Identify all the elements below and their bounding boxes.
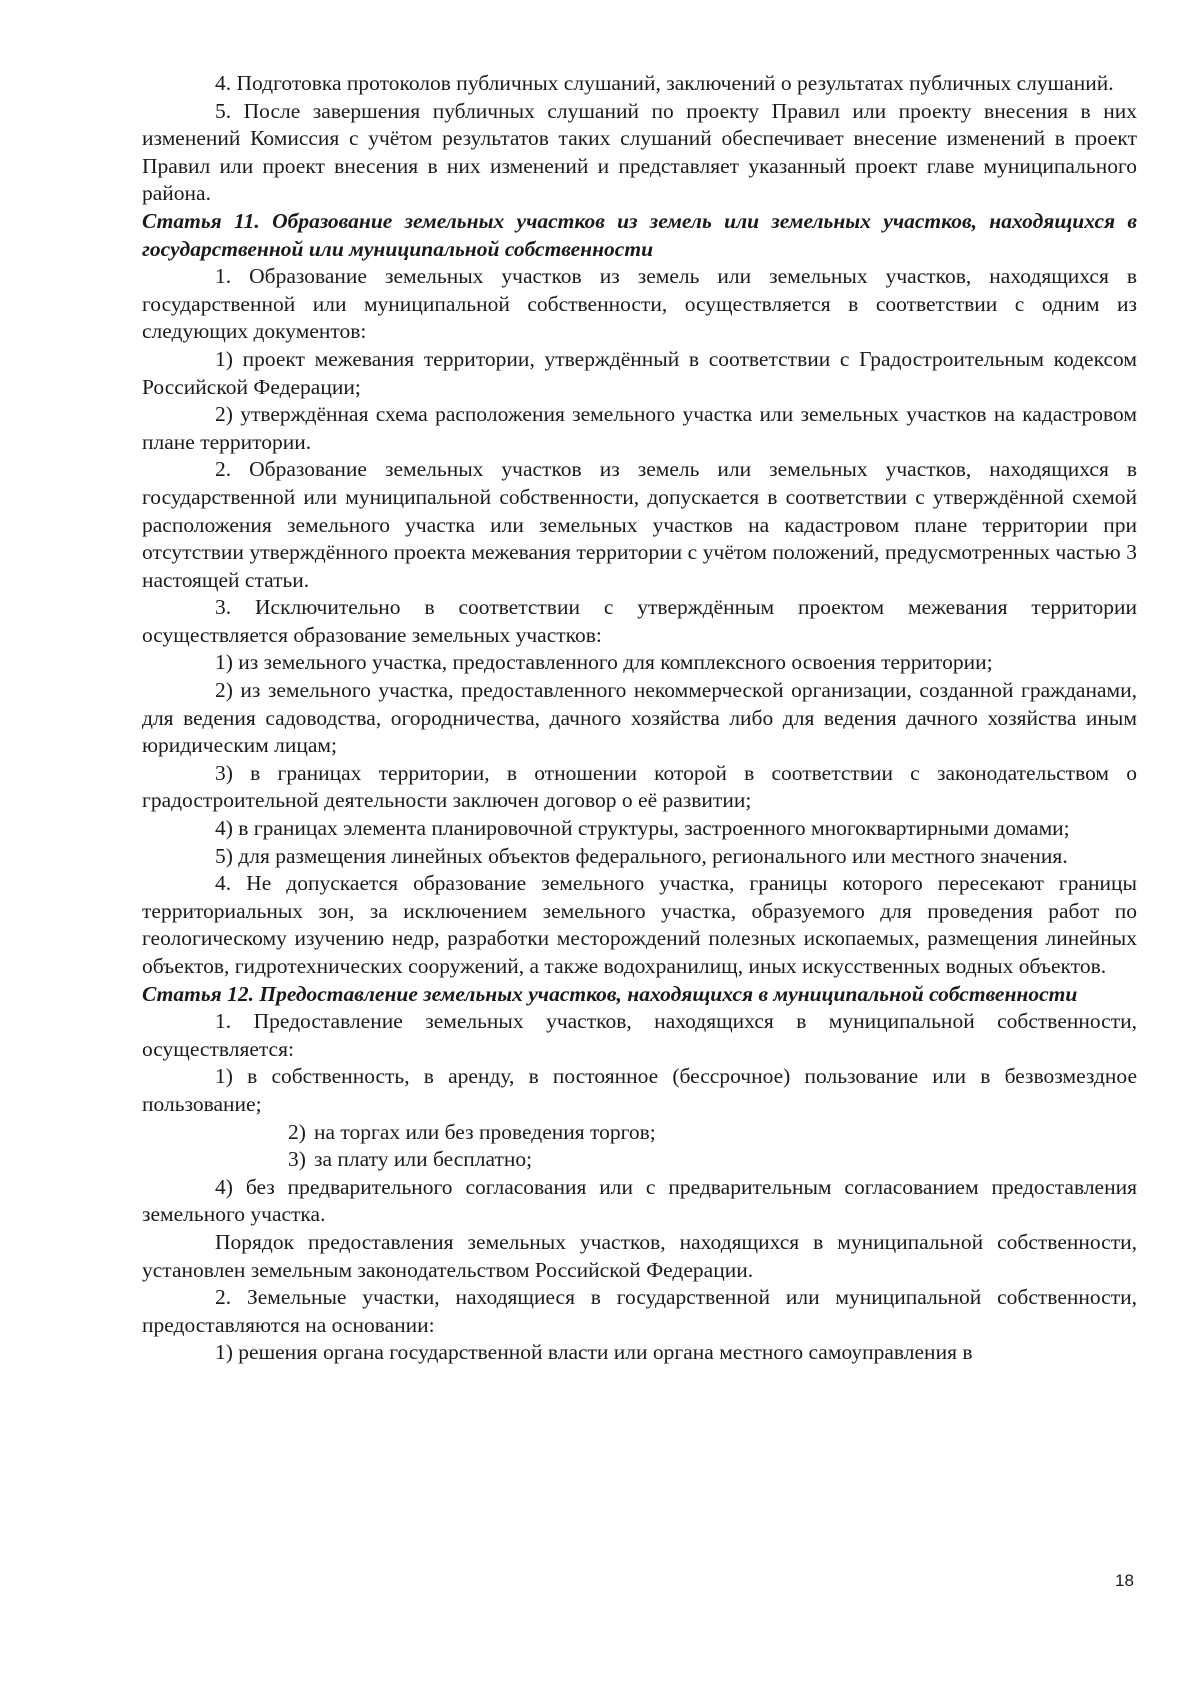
list-item: [142, 1119, 1137, 1147]
list-item: 4) в границах элемента планировочной структуры, застроенного многоквартирными домами;: [215, 816, 1070, 841]
list-item-number: 2): [288, 1119, 306, 1144]
list-item: 1) решения органа государственной власти или органа местного самоуправления в: [215, 1340, 973, 1365]
list-item: 2) утверждённая схема расположения земельного участка или земельных участков на кадастровом плане территории.: [142, 402, 1137, 454]
list-item-text: за плату или бесплатно;: [314, 1147, 533, 1172]
list-item: 3) в границах территории, в отношении которой в соответствии с законодательством о градостроительной деятельности заключен договор о её развитии;: [142, 760, 1137, 813]
paragraph: 2. Земельные участки, находящиеся в государственной или муниципальной собственности, предоставляются на основании:: [142, 1285, 1137, 1337]
paragraph: 4. Подготовка протоколов публичных слушаний, заключений о результатах публичных слушаний.: [215, 71, 1114, 95]
list-item: 2) из земельного участка, предоставленного некоммерческой организации, созданной гражданами, для ведения садоводства, огородничества, дачного хозяйства либо для ведения дачного хозяйства иным юридическим лицам;: [142, 678, 1137, 758]
article-heading: Статья 11. Образование земельных участков из земель или земельных участков, находящихся в государственной или муниципальной собственности: [142, 208, 1137, 261]
paragraph: Порядок предоставления земельных участков, находящихся в муниципальной собственности, установлен земельным законодательством Российской Федерации.: [142, 1229, 1137, 1282]
list-item: 1) проект межевания территории, утверждённый в соответствии с Градостроительным кодексом Российской Федерации;: [142, 346, 1137, 399]
paragraph: 4. Не допускается образование земельного участка, границы которого пересекают границы территориальных зон, за исключением земельного участка, образуемого для проведения работ по геологическому изучению недр, разработки месторождений полезных ископаемых, размещения линейных объектов, гидротехнических сооружений, а также водохранилищ, иных искусственных водных объектов.: [142, 871, 1137, 978]
list-item: 1) в собственность, в аренду, в постоянное (бессрочное) пользование или в безвозмездное пользование;: [142, 1064, 1137, 1116]
paragraph: 2. Образование земельных участков из земель или земельных участков, находящихся в государственной или муниципальной собственности, допускается в соответствии с утверждённой схемой расположения земельного участка или земельных участков на кадастровом плане территории при отсутствии утверждённого проекта межевания территории с учётом положений, предусмотренных частью 3 настоящей статьи.: [142, 457, 1137, 592]
paragraph: 1. Предоставление земельных участков, находящихся в муниципальной собственности, осуществляется:: [142, 1009, 1137, 1061]
list-item-text: на торгах или без проведения торгов;: [314, 1119, 656, 1144]
list-item-number: 3): [288, 1147, 306, 1172]
list-item: [142, 1146, 1137, 1174]
list-item: 5) для размещения линейных объектов федерального, регионального или местного значения.: [215, 843, 1068, 868]
list-item: 4) без предварительного согласования или с предварительным согласованием предоставления земельного участка.: [142, 1174, 1137, 1227]
paragraph: 3. Исключительно в соответствии с утверждённым проектом межевания территории осуществляется образование земельных участков:: [142, 595, 1137, 647]
document-page: [142, 70, 1137, 1367]
list-item: 1) из земельного участка, предоставленного для комплексного освоения территории;: [215, 650, 993, 675]
article-heading: Статья 12. Предоставление земельных участков, находящихся в муниципальной собственности: [142, 981, 1078, 1006]
paragraph: 1. Образование земельных участков из земель или земельных участков, находящихся в государственной или муниципальной собственности, осуществляется в соответствии с одним из следующих документов:: [142, 264, 1137, 344]
page-number: 18: [1115, 1571, 1134, 1590]
paragraph: 5. После завершения публичных слушаний по проекту Правил или проекту внесения в них изменений Комиссия с учётом результатов таких слушаний обеспечивает внесение изменений в проект Правил или проект внесения в них изменений и представляет указанный проект главе муниципального района.: [142, 98, 1137, 206]
